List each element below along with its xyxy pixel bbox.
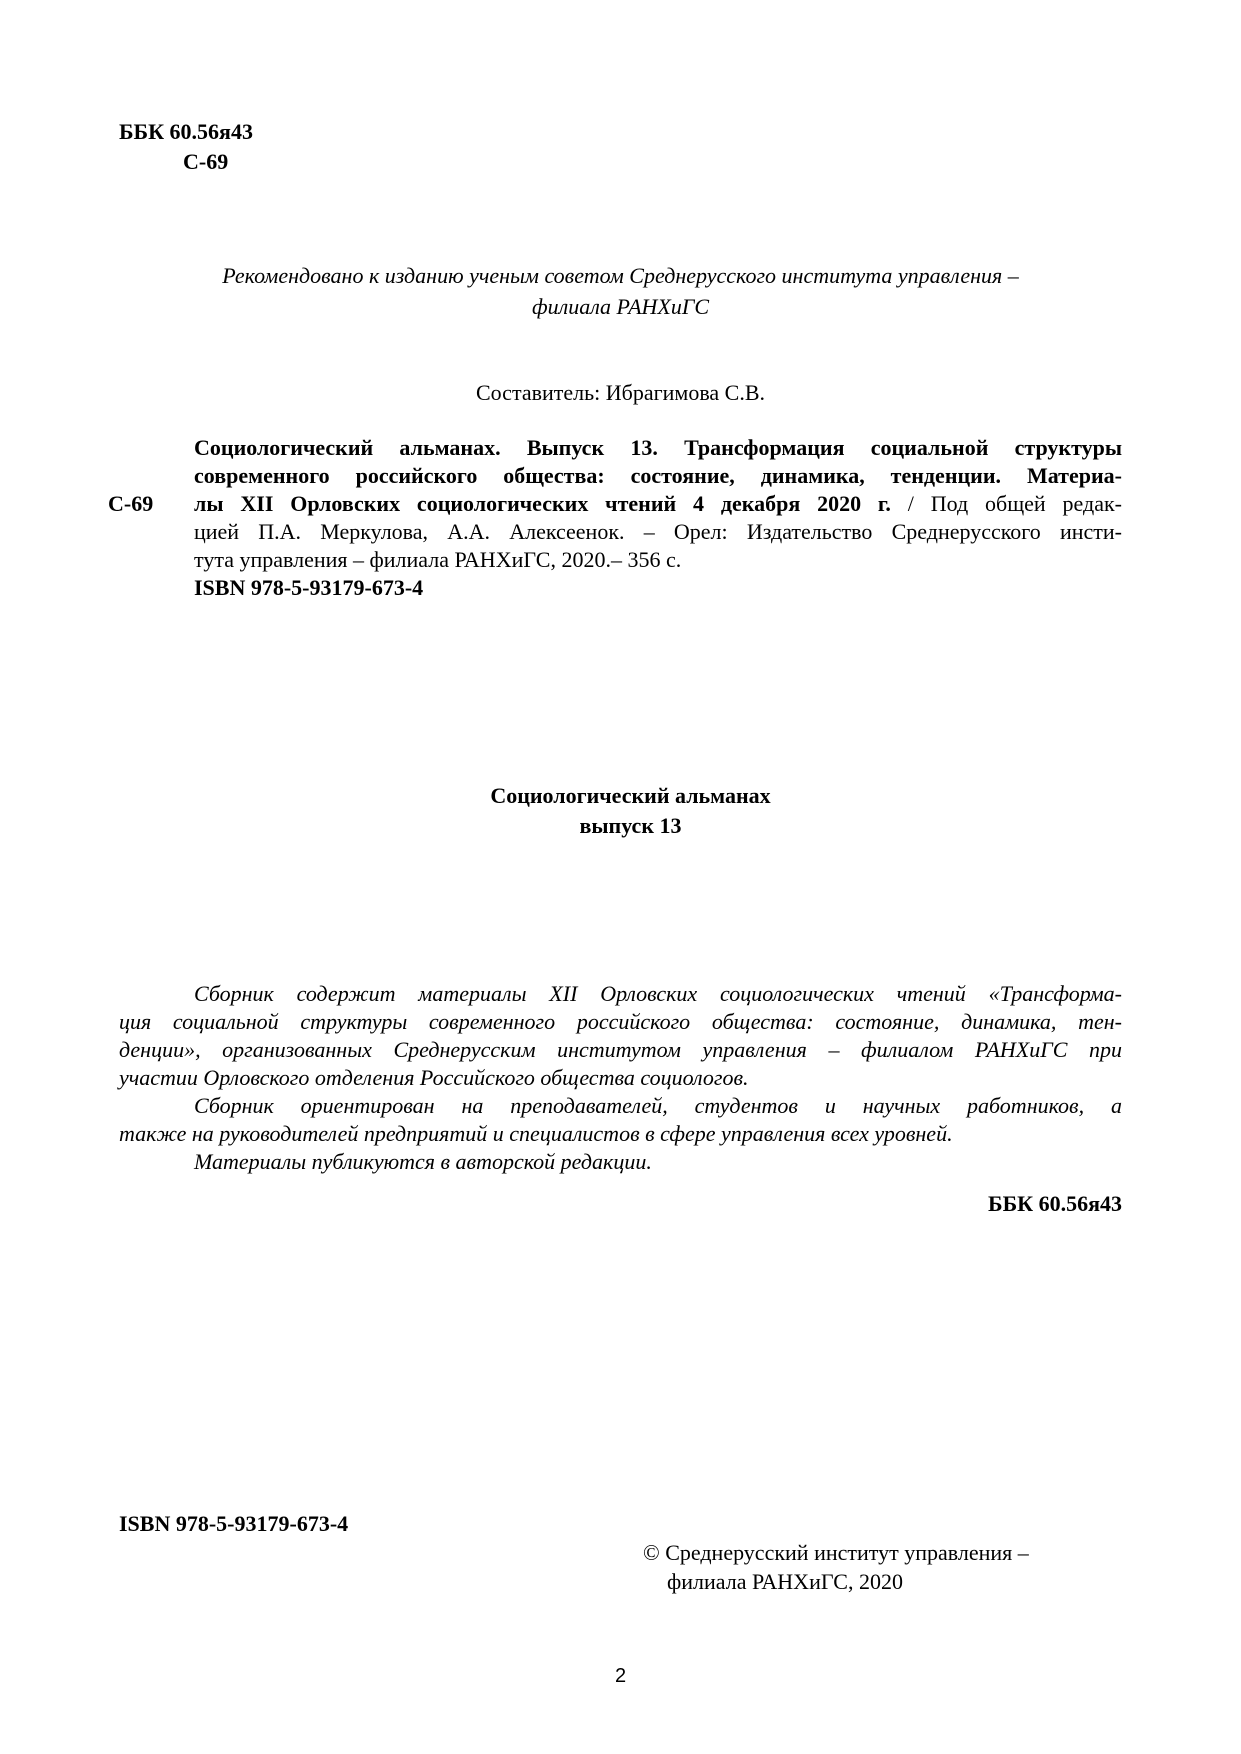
annotation-p2-line-1: Сборник ориентирован на преподавателей, студентов и научных работников, а — [194, 1093, 1122, 1118]
recommendation-line-2: филиала РАНХиГС — [531, 294, 710, 319]
author-mark-header: С-69 — [183, 149, 229, 174]
annotation-p1-line-3: денции», организованных Среднерусским институтом управления – филиалом РАНХиГС при — [119, 1037, 1122, 1062]
annotation-p3: Материалы публикуются в авторской редакции. — [194, 1149, 652, 1174]
recommendation-line-1: Рекомендовано к изданию ученым советом Среднерусского института управления – — [222, 263, 1019, 288]
bib-line-3: лы XII Орловских социологических чтений 4 декабря 2020 г. / Под общей редак- — [194, 491, 1122, 516]
annotation-p1-line-4: участии Орловского отделения Российского общества социологов. — [119, 1065, 749, 1090]
bib-isbn: ISBN 978-5-93179-673-4 — [194, 575, 424, 600]
bbk-code-header: ББК 60.56я43 — [119, 119, 253, 144]
bib-line-1: Социологический альманах. Выпуск 13. Трансформация социальной структуры — [194, 435, 1122, 460]
annotation — [119, 980, 1122, 1176]
annotation-p1-line-2: ция социальной структуры современного российского общества: состояние, динамика, тен- — [119, 1009, 1122, 1034]
bib-line-5: тута управления – филиала РАНХиГС, 2020.– 356 с. — [194, 547, 682, 572]
copyright-line-2: филиала РАНХиГС, 2020 — [667, 1569, 903, 1594]
page-number: 2 — [614, 1665, 627, 1687]
copyright-line-1: © Среднерусский институт управления – — [643, 1540, 1029, 1565]
bib-line-2: современного российского общества: состояние, динамика, тенденции. Материа- — [194, 463, 1122, 488]
footer-isbn: ISBN 978-5-93179-673-4 — [119, 1511, 349, 1536]
annotation-bbk: ББК 60.56я43 — [988, 1191, 1122, 1216]
compiler-line: Составитель: Ибрагимова С.В. — [475, 380, 766, 405]
annotation-p1-line-1: Сборник содержит материалы XII Орловских социологических чтений «Трансформа- — [194, 981, 1122, 1006]
bib-line-4: цией П.А. Меркулова, А.А. Алексеенок. – Орел: Издательство Среднерусского инсти- — [194, 519, 1122, 544]
title-line-1: Социологический альманах — [490, 783, 771, 808]
title-line-2: выпуск 13 — [579, 813, 682, 838]
bibliographic-entry — [194, 434, 1122, 602]
annotation-p2-line-2: также на руководителей предприятий и специалистов в сфере управления всех уровней. — [119, 1121, 953, 1146]
bibliographic-side-mark: С-69 — [108, 491, 154, 516]
